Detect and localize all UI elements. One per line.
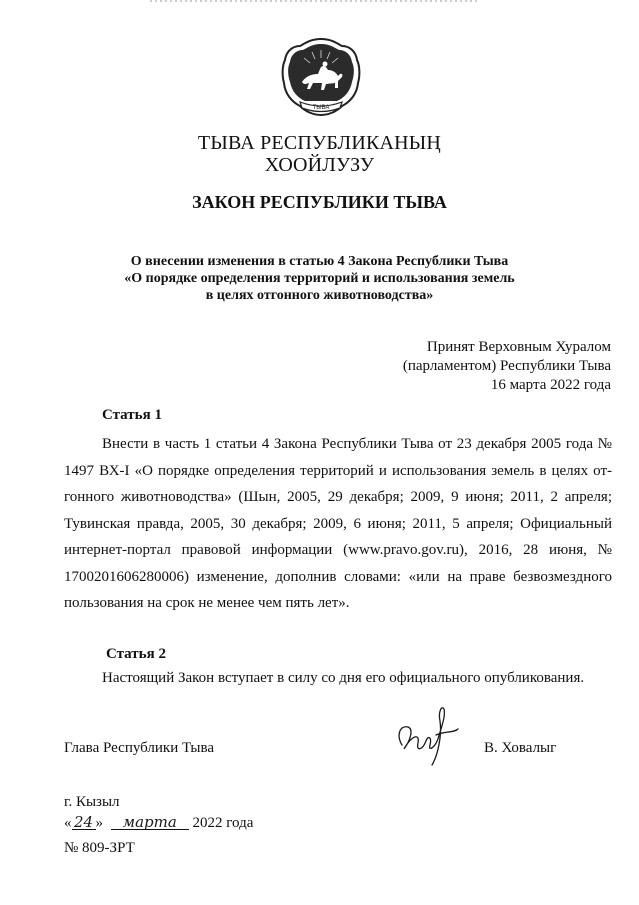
header-line-1: ТЫВА РЕСПУБЛИКАНЫҢ — [197, 132, 442, 154]
adoption-date: 16 марта 2022 года — [490, 377, 611, 393]
handwritten-signature — [392, 705, 462, 767]
city: г. Кызыл — [64, 794, 120, 810]
signatory-name: В. Ховалыг — [484, 740, 557, 756]
adoption-note — [403, 338, 611, 395]
subject-line-1: О внесении изменения в статью 4 Закона Республики Тыва — [130, 254, 509, 269]
article-2-title: Статья 2 — [106, 646, 166, 662]
subject-line-2: «О порядке определения территорий и использования земель — [124, 271, 515, 286]
tuva-emblem-icon — [280, 36, 362, 118]
scan-edge — [150, 0, 480, 3]
article-1-text: Внести в часть 1 статьи 4 Закона Республики Тыва от 23 декабря 2005 года № 1497 ВХ-I «О порядке определения территорий и использования земель в целях отгонного животноводства» (Шын, 2005, 29 декабря; 2009, 9 июня; 2011, 2 апреля; Тувинская правда, 2005, 30 декабря; 2009, 6 июня; 2011, 5 апреля; Официальный интернет-портал правовой информации (www.pravo.gov.ru), 2016, 28 июня, № 1700201606280006) изменение, дополнив словами: «или на праве безвозмездного пользования на срок не менее чем пять лет». — [64, 436, 612, 611]
handwritten-day: 24 — [72, 815, 96, 830]
adoption-line-2: (парламентом) Республики Тыва — [402, 358, 611, 374]
adoption-line-1: Принят Верховным Хуралом — [426, 339, 611, 355]
article-2-text: Настоящий Закон вступает в силу со дня его официального опубликования. — [102, 670, 585, 686]
year: 2022 года — [192, 815, 254, 831]
law-number: № 809-ЗРТ — [64, 840, 135, 856]
article-1-title: Статья 1 — [102, 407, 162, 423]
emblem-text: ТЫВА — [312, 105, 330, 111]
handwritten-month: марта — [111, 815, 189, 830]
signatory-position: Глава Республики Тыва — [64, 740, 215, 756]
open-quote: « — [64, 815, 72, 831]
header-line-2: ХООЙЛУЗУ — [264, 154, 375, 176]
signing-date — [64, 815, 253, 832]
subject-line-3: в целях отгонного животноводства» — [205, 288, 434, 303]
close-quote: » — [95, 815, 103, 831]
law-title: ЗАКОН РЕСПУБЛИКИ ТЫВА — [192, 192, 447, 212]
